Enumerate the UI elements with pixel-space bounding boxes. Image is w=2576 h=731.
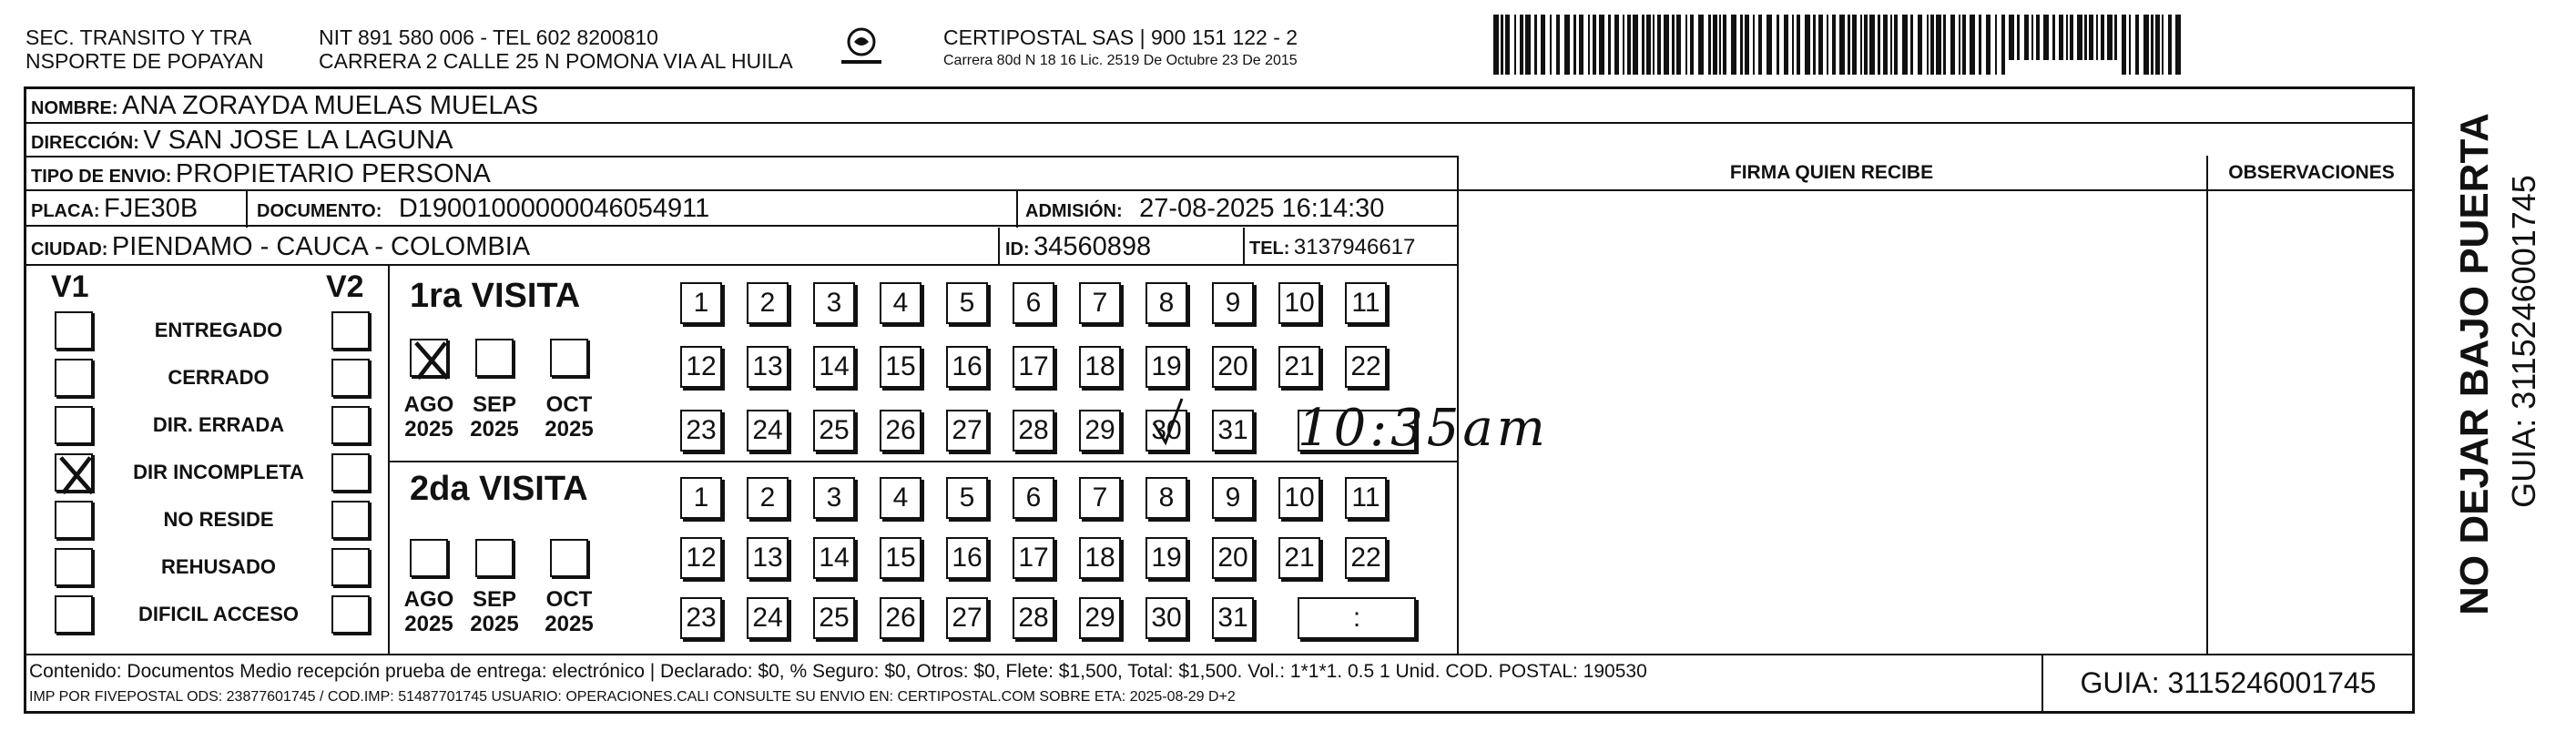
visit2-day-box[interactable]: 13	[747, 537, 789, 579]
id-value: 34560898	[1033, 232, 1152, 261]
status-v2-checkbox[interactable]	[331, 359, 370, 397]
direccion-label: DIRECCIÓN:	[31, 133, 139, 153]
barcode-bar	[1745, 15, 1749, 75]
status-label: CERRADO	[168, 366, 270, 389]
nombre-value: ANA ZORAYDA MUELAS MUELAS	[122, 91, 539, 120]
visit2-day-box[interactable]: 30	[1145, 597, 1187, 639]
visit2-day-box[interactable]: 2	[747, 477, 789, 519]
barcode-bar	[1758, 15, 1762, 75]
visit2-day-box[interactable]: 6	[1013, 477, 1054, 519]
barcode-bar	[1827, 15, 1828, 75]
barcode-bar	[1633, 15, 1638, 75]
barcode-bar	[1653, 15, 1655, 75]
barcode-bar	[1525, 15, 1531, 75]
visit1-day-checkmark-icon	[1151, 397, 1187, 452]
barcode-bar	[1864, 15, 1868, 75]
visit1-day-box[interactable]: 20	[1212, 346, 1254, 388]
visit1-month-label: SEP	[472, 392, 517, 417]
barcode-bar	[1910, 15, 1913, 75]
barcode-bar	[1805, 15, 1810, 75]
visit2-day-box[interactable]: 23	[680, 597, 722, 639]
barcode-bar	[1890, 15, 1892, 75]
barcode-bar	[1839, 15, 1845, 75]
barcode-bar	[1740, 15, 1743, 75]
barcode-bar	[2089, 15, 2093, 60]
barcode-bar	[1731, 15, 1736, 75]
sender-line-1: SEC. TRANSITO Y TRA	[25, 25, 252, 49]
barcode-bar	[2084, 15, 2087, 60]
visit2-time-box[interactable]: :	[1298, 597, 1416, 639]
visit2-day-box[interactable]: 20	[1212, 537, 1254, 579]
visit1-day-box[interactable]: 27	[946, 410, 988, 452]
barcode-bar	[2135, 15, 2139, 75]
barcode-bar	[1623, 15, 1624, 75]
barcode-bar	[1573, 15, 1576, 75]
barcode-bar	[2122, 15, 2126, 75]
barcode-bar	[1930, 15, 1934, 75]
status-v1-checkbox[interactable]	[55, 595, 93, 634]
visit1-day-box[interactable]: 9	[1212, 282, 1254, 324]
id-label: ID:	[1005, 239, 1030, 259]
visit1-day-box[interactable]: 24	[747, 410, 789, 452]
v2-label: V2	[326, 269, 364, 304]
barcode-bar	[1723, 15, 1726, 75]
visit2-day-box[interactable]: 24	[747, 597, 789, 639]
visit1-day-box[interactable]: 22	[1345, 346, 1387, 388]
tipo-envio-label: TIPO DE ENVIO:	[31, 167, 172, 187]
barcode-bar	[1927, 15, 1929, 75]
barcode-bar	[2162, 15, 2164, 75]
barcode-bar	[1869, 15, 1875, 75]
barcode-bar	[1943, 15, 1946, 75]
visit1-day-box[interactable]: 10	[1278, 282, 1320, 324]
barcode-bar	[2175, 15, 2181, 75]
barcode-bar	[2001, 15, 2005, 75]
visit1-day-box[interactable]: 4	[880, 282, 921, 324]
barcode-bar	[1719, 15, 1721, 75]
barcode-bar	[1950, 15, 1955, 75]
visit2-day-box[interactable]: 27	[946, 597, 988, 639]
visit1-day-box[interactable]: 1	[680, 282, 722, 324]
visit1-month-checkbox[interactable]	[475, 339, 514, 377]
visit2-day-box[interactable]: 5	[946, 477, 988, 519]
visit1-day-box[interactable]: 29	[1079, 410, 1121, 452]
barcode-bar	[1708, 15, 1711, 75]
status-v2-checkbox[interactable]	[331, 453, 370, 492]
visit2-day-box[interactable]: 17	[1013, 537, 1054, 579]
barcode-bar	[1832, 15, 1836, 75]
visit2-day-box[interactable]: 18	[1079, 537, 1121, 579]
address-line: CARRERA 2 CALLE 25 N POMONA VIA AL HUILA	[319, 49, 793, 73]
imp-line: IMP POR FIVEPOSTAL ODS: 23877601745 / COD.IMP: 51487701745 USUARIO: OPERACIONES.CALI CONSULTE SU ENVIO EN: CERTIPOSTAL.COM SOBRE ETA: 2025-08-29 D+2	[29, 689, 1236, 705]
status-v1-checkbox[interactable]	[55, 406, 93, 444]
visit2-year-label: 2025	[545, 612, 594, 636]
ciudad-label: CIUDAD:	[31, 239, 108, 259]
barcode-bar	[1520, 15, 1523, 75]
barcode-bar	[1979, 15, 1981, 75]
company-line: CERTIPOSTAL SAS | 900 151 122 - 2	[943, 25, 1298, 49]
tel-value: 3137946617	[1293, 235, 1416, 259]
barcode-bar	[1883, 15, 1888, 75]
barcode-bar	[1713, 15, 1717, 75]
v1-label: V1	[51, 269, 89, 304]
barcode-bar	[1797, 15, 1800, 75]
barcode-bar	[1936, 15, 1941, 75]
barcode-bar	[1505, 15, 1510, 75]
barcode-bar	[1698, 15, 1704, 75]
visit2-day-box[interactable]: 16	[946, 537, 988, 579]
visit1-day-box[interactable]: 7	[1079, 282, 1121, 324]
status-v1-checkbox[interactable]	[55, 501, 93, 539]
barcode-bar	[1860, 15, 1862, 75]
status-label: DIFICIL ACCESO	[137, 603, 299, 625]
nombre-label: NOMBRE:	[31, 98, 118, 118]
visit2-day-box[interactable]: 11	[1345, 477, 1387, 519]
status-v2-checkbox[interactable]	[331, 311, 370, 350]
placa-value: FJE30B	[104, 194, 199, 223]
barcode-bar	[1792, 15, 1794, 75]
visit2-day-box[interactable]: 7	[1079, 477, 1121, 519]
barcode-bar	[1878, 15, 1880, 75]
barcode-bar	[2143, 15, 2149, 75]
visit2-day-box[interactable]: 25	[813, 597, 855, 639]
visit1-day-box[interactable]: 3	[813, 282, 855, 324]
documento-label: DOCUMENTO:	[257, 201, 382, 221]
visit1-day-box[interactable]: 26	[880, 410, 921, 452]
admision-label: ADMISIÓN:	[1025, 201, 1123, 221]
footer-guia: GUIA: 3115246001745	[2080, 666, 2377, 699]
barcode-bar	[1657, 15, 1661, 75]
barcode-bar	[2151, 15, 2153, 75]
barcode-bar	[1676, 15, 1681, 75]
visit1-month-label: AGO	[403, 392, 454, 417]
visit1-title: 1ra VISITA	[410, 277, 581, 315]
barcode-bar	[1902, 15, 1908, 75]
visit1-day-box[interactable]: 28	[1013, 410, 1054, 452]
barcode-bar	[1784, 15, 1788, 75]
barcode-bar	[1894, 15, 1898, 75]
barcode-bar	[2031, 15, 2033, 60]
barcode-bar	[2036, 15, 2040, 60]
visit1-day-box[interactable]: 18	[1079, 346, 1121, 388]
barcode	[1493, 15, 2185, 75]
visit2-title: 2da VISITA	[410, 470, 588, 508]
visit1-day-box[interactable]: 6	[1013, 282, 1054, 324]
barcode-bar	[2096, 15, 2098, 60]
barcode-bar	[2066, 15, 2068, 60]
visit1-month-label: OCT	[545, 392, 593, 417]
barcode-bar	[1986, 15, 1991, 75]
barcode-bar	[1534, 15, 1537, 75]
barcode-bar	[1493, 15, 1499, 75]
barcode-bar	[2107, 15, 2113, 60]
tipo-envio-value: PROPIETARIO PERSONA	[175, 159, 491, 188]
visit2-day-box[interactable]: 19	[1145, 537, 1187, 579]
visit2-month-label: SEP	[472, 587, 517, 612]
barcode-bar	[1501, 15, 1503, 75]
barcode-bar	[2114, 15, 2117, 60]
barcode-bar	[1918, 15, 1922, 75]
direccion-value: V SAN JOSE LA LAGUNA	[143, 126, 453, 155]
side-guia: GUIA: 3115246001745	[2505, 175, 2542, 508]
status-v1-checkbox[interactable]	[55, 311, 93, 350]
visit1-day-box[interactable]: 13	[747, 346, 789, 388]
visit2-day-box[interactable]: 26	[880, 597, 921, 639]
status-label: DIR INCOMPLETA	[133, 461, 304, 483]
barcode-bar	[2155, 15, 2160, 75]
barcode-bar	[1588, 15, 1590, 75]
visit1-day-box[interactable]: 23	[680, 410, 722, 452]
visit2-day-box[interactable]: 14	[813, 537, 855, 579]
visit1-day-box[interactable]: 12	[680, 346, 722, 388]
barcode-bar	[2168, 15, 2172, 75]
barcode-bar	[1579, 15, 1583, 75]
visit2-day-box[interactable]: 3	[813, 477, 855, 519]
visit2-year-label: 2025	[404, 612, 453, 636]
visit2-day-box[interactable]: 22	[1345, 537, 1387, 579]
visit2-month-label: OCT	[545, 587, 593, 612]
barcode-bar	[2101, 15, 2104, 60]
admision-value: 27-08-2025 16:14:30	[1139, 194, 1385, 223]
barcode-bar	[1777, 15, 1779, 75]
barcode-bar	[1664, 15, 1669, 75]
status-v2-checkbox[interactable]	[331, 406, 370, 444]
visit2-month-checkbox[interactable]	[410, 539, 448, 577]
barcode-bar	[1690, 15, 1694, 75]
visit1-day-box[interactable]: 31	[1212, 410, 1254, 452]
contenido-line: Contenido: Documentos Medio recepción prueba de entrega: electrónico | Declarado: $0, % Seguro: $0, Otros: $0, Flete: $1,500, Total: $1,500. Vol.: 1*1*1. 0.5 1 Unid. COD. POSTAL: 190530	[29, 661, 1647, 682]
barcode-bar	[1767, 15, 1772, 75]
visit1-day-box[interactable]: 8	[1145, 282, 1187, 324]
license-line: Carrera 80d N 18 16 Lic. 2519 De Octubre 23 De 2015	[943, 53, 1298, 68]
barcode-bar	[1813, 15, 1816, 75]
visit2-month-checkbox[interactable]	[475, 539, 514, 577]
visit1-day-box[interactable]: 17	[1013, 346, 1054, 388]
certipostal-logo-icon	[836, 24, 887, 71]
barcode-bar	[1818, 15, 1823, 75]
observaciones-header: OBSERVACIONES	[2228, 162, 2395, 183]
barcode-bar	[1614, 15, 1619, 75]
barcode-bar	[2017, 15, 2020, 60]
barcode-bar	[1995, 15, 1997, 75]
firma-header: FIRMA QUIEN RECIBE	[1729, 162, 1934, 183]
visit1-year-label: 2025	[404, 417, 453, 442]
visit1-day-box[interactable]: 11	[1345, 282, 1387, 324]
barcode-bar	[1646, 15, 1651, 75]
tel-label: TEL:	[1249, 239, 1290, 259]
visit2-day-box[interactable]: 9	[1212, 477, 1254, 519]
visit2-month-checkbox[interactable]	[550, 539, 588, 577]
visit2-day-box[interactable]: 10	[1278, 477, 1320, 519]
visit1-day-box[interactable]: 5	[946, 282, 988, 324]
visit1-month-checkbox[interactable]	[410, 339, 448, 377]
status-v2-checkbox[interactable]	[331, 595, 370, 634]
side-warning: NO DEJAR BAJO PUERTA	[2452, 113, 2497, 615]
documento-value: D19001000000046054911	[398, 194, 710, 223]
barcode-bar	[1599, 15, 1604, 75]
visit1-day-box[interactable]: 25	[813, 410, 855, 452]
barcode-bar	[1608, 15, 1611, 75]
sender-line-2: NSPORTE DE POPAYAN	[25, 49, 264, 73]
visit2-day-box[interactable]: 29	[1079, 597, 1121, 639]
status-v1-checkbox[interactable]	[55, 548, 93, 586]
visit2-day-box[interactable]: 21	[1278, 537, 1320, 579]
status-v2-checkbox[interactable]	[331, 548, 370, 586]
visit1-year-label: 2025	[470, 417, 519, 442]
visit2-day-box[interactable]: 15	[880, 537, 921, 579]
barcode-bar	[1685, 15, 1687, 75]
barcode-bar	[1852, 15, 1857, 75]
barcode-bar	[1556, 15, 1560, 75]
visit1-day-box[interactable]: 30	[1145, 410, 1187, 452]
barcode-bar	[1593, 15, 1596, 75]
status-label: NO RESIDE	[163, 508, 274, 531]
visit2-month-label: AGO	[403, 587, 454, 612]
barcode-bar	[1959, 15, 1960, 75]
barcode-bar	[1962, 15, 1966, 75]
barcode-bar	[1514, 15, 1516, 75]
barcode-bar	[1627, 15, 1631, 75]
barcode-bar	[1564, 15, 1570, 75]
placa-label: PLACA:	[31, 201, 100, 221]
barcode-bar	[2009, 15, 2014, 60]
status-label: REHUSADO	[161, 555, 276, 578]
visit1-time-handwritten: 10:35am	[1298, 399, 1549, 458]
barcode-bar	[2129, 15, 2131, 75]
visit2-day-box[interactable]: 31	[1212, 597, 1254, 639]
visit1-day-box[interactable]: 2	[747, 282, 789, 324]
barcode-bar	[2059, 15, 2063, 60]
visit2-day-box[interactable]: 8	[1145, 477, 1187, 519]
ciudad-value: PIENDAMO - CAUCA - COLOMBIA	[111, 232, 531, 261]
barcode-bar	[2077, 15, 2082, 60]
status-v2-checkbox[interactable]	[331, 501, 370, 539]
barcode-bar	[1550, 15, 1552, 75]
visit1-day-box[interactable]: 21	[1278, 346, 1320, 388]
barcode-bar	[1672, 15, 1675, 75]
visit2-day-box[interactable]: 28	[1013, 597, 1054, 639]
barcode-bar	[1753, 15, 1755, 75]
barcode-bar	[1848, 15, 1850, 75]
visit2-day-box[interactable]: 12	[680, 537, 722, 579]
barcode-bar	[2052, 15, 2055, 60]
visit1-year-label: 2025	[545, 417, 594, 442]
visit2-day-box[interactable]: 4	[880, 477, 921, 519]
visit2-year-label: 2025	[470, 612, 519, 636]
visit1-day-box[interactable]: 19	[1145, 346, 1187, 388]
visit1-day-box[interactable]: 14	[813, 346, 855, 388]
visit1-day-box[interactable]: 16	[946, 346, 988, 388]
barcode-bar	[2070, 15, 2073, 60]
barcode-bar	[2024, 15, 2029, 60]
visit2-day-box[interactable]: 1	[680, 477, 722, 519]
nit-line: NIT 891 580 006 - TEL 602 8200810	[319, 25, 658, 49]
status-v1-checkbox[interactable]	[55, 453, 93, 492]
barcode-bar	[2043, 15, 2049, 60]
barcode-bar	[1970, 15, 1975, 75]
status-label: ENTREGADO	[154, 319, 283, 341]
status-v1-checkbox[interactable]	[55, 359, 93, 397]
barcode-bar	[1541, 15, 1545, 75]
status-label: DIR. ERRADA	[152, 413, 285, 436]
barcode-bar	[1642, 15, 1644, 75]
visit1-day-box[interactable]: 15	[880, 346, 921, 388]
visit1-month-checkbox[interactable]	[550, 339, 588, 377]
